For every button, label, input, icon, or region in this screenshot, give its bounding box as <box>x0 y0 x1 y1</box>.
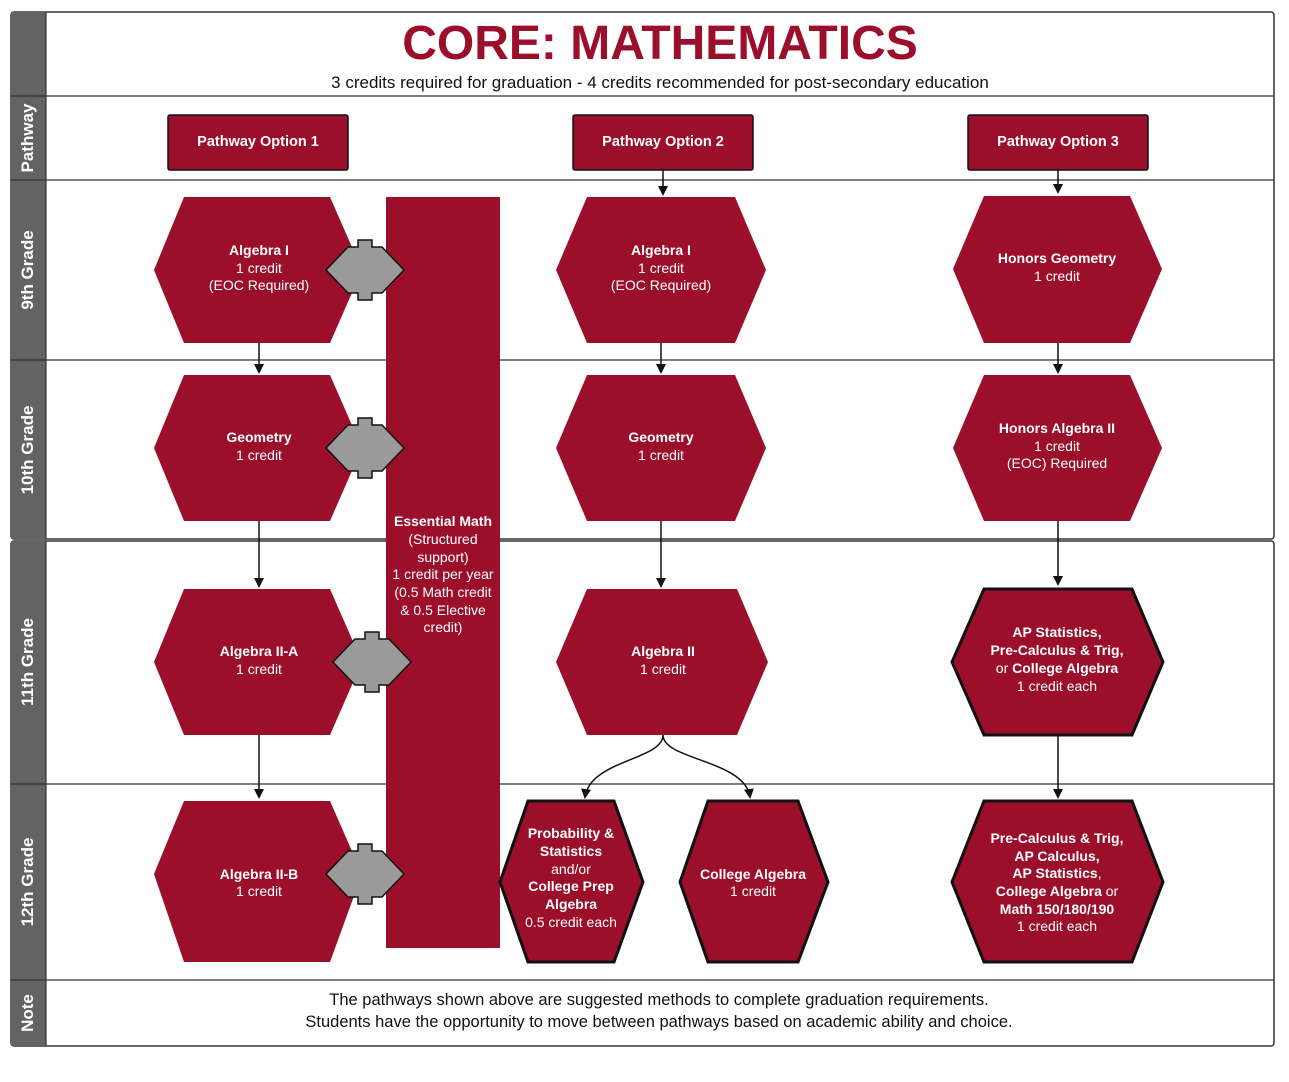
page-title: CORE: MATHEMATICS <box>402 17 918 70</box>
page-subtitle: 3 credits required for graduation - 4 credits recommended for post-secondary education <box>331 73 989 92</box>
essential-math-title: Essential Math <box>393 513 493 529</box>
opt2-algebra1-extra: (EOC Required) <box>610 277 712 293</box>
opt3-ap12-line1: Pre-Calculus & Trig, <box>990 830 1124 846</box>
essential-math-line-1: (Structured <box>408 531 478 547</box>
opt1-algebra2b-credit: 1 credit <box>236 883 282 899</box>
opt2-prob-line2: Statistics <box>539 843 603 859</box>
opt3-ap12-line5: Math 150/180/190 <box>999 901 1115 917</box>
row-label-grade12: 12th Grade <box>18 837 37 927</box>
opt3-honors-geometry-credit: 1 credit <box>1034 268 1080 284</box>
opt2-algebra2-credit: 1 credit <box>640 661 686 677</box>
opt2-algebra1-name: Algebra I <box>631 242 691 258</box>
opt2-college-algebra-credit: 1 credit <box>730 883 776 899</box>
opt3-ap11-credit: 1 credit each <box>1016 678 1098 694</box>
opt3-honors-algebra2-extra: (EOC) Required <box>1006 455 1108 471</box>
opt3-ap11-line2: Pre-Calculus & Trig, <box>990 642 1124 658</box>
note-line-2: Students have the opportunity to move between pathways based on academic ability and choice. <box>305 1013 1013 1031</box>
opt2-geometry-name: Geometry <box>628 429 694 445</box>
opt3-ap12-line3: AP Statistics, <box>1012 865 1102 881</box>
opt2-prob-credit: 0.5 credit each <box>525 914 617 930</box>
row-label-grade9: 9th Grade <box>18 230 37 310</box>
opt3-ap-grade12-node <box>952 801 1163 962</box>
essential-math-line-5: & 0.5 Elective <box>400 602 486 618</box>
opt1-algebra1-credit: 1 credit <box>236 260 282 276</box>
opt3-ap12-line4: College Algebra or <box>995 883 1119 899</box>
note-line-1: The pathways shown above are suggested methods to complete graduation requirements. <box>329 991 989 1009</box>
pathway-option-1-label: Pathway Option 1 <box>197 134 319 150</box>
opt1-algebra1-extra: (EOC Required) <box>208 277 310 293</box>
row-label-note: Note <box>18 994 37 1032</box>
header-label-cell <box>11 12 46 96</box>
opt3-honors-geometry-name: Honors Geometry <box>997 250 1117 266</box>
opt2-prob-line1: Probability & <box>527 825 615 841</box>
opt2-college-algebra-name: College Algebra <box>699 866 807 882</box>
row-label-grade10: 10th Grade <box>18 405 37 495</box>
essential-math-line-2: support) <box>417 549 469 565</box>
opt3-honors-algebra2-credit: 1 credit <box>1034 438 1080 454</box>
opt2-prob-line4: Algebra <box>544 896 598 912</box>
opt1-algebra2a-name: Algebra II-A <box>219 643 299 659</box>
opt1-geometry-credit: 1 credit <box>236 447 282 463</box>
opt3-ap11-line3: or College Algebra <box>995 660 1119 676</box>
opt3-honors-algebra2-name: Honors Algebra II <box>998 420 1116 436</box>
opt2-prob-andor: and/or <box>551 861 591 877</box>
opt3-ap12-line2: AP Calculus, <box>1014 848 1100 864</box>
essential-math-line-6: credit) <box>423 619 463 635</box>
opt2-geometry-credit: 1 credit <box>638 447 684 463</box>
essential-math-line-4: (0.5 Math credit <box>394 584 492 600</box>
opt2-algebra1-credit: 1 credit <box>638 260 684 276</box>
row-label-grade11: 11th Grade <box>18 618 37 706</box>
opt1-algebra1-name: Algebra I <box>229 242 289 258</box>
opt3-ap11-line1: AP Statistics, <box>1012 624 1102 640</box>
row-label-pathway: Pathway <box>18 103 37 173</box>
opt2-algebra2-name: Algebra II <box>631 643 695 659</box>
opt1-algebra2b-name: Algebra II-B <box>219 866 299 882</box>
pathway-option-2-label: Pathway Option 2 <box>602 134 724 150</box>
essential-math-line-3: 1 credit per year <box>392 566 494 582</box>
opt3-ap12-credit: 1 credit each <box>1016 918 1098 934</box>
pathway-option-3-label: Pathway Option 3 <box>997 134 1119 150</box>
opt2-prob-line3: College Prep <box>528 878 614 894</box>
opt1-algebra2a-credit: 1 credit <box>236 661 282 677</box>
opt1-geometry-name: Geometry <box>226 429 292 445</box>
